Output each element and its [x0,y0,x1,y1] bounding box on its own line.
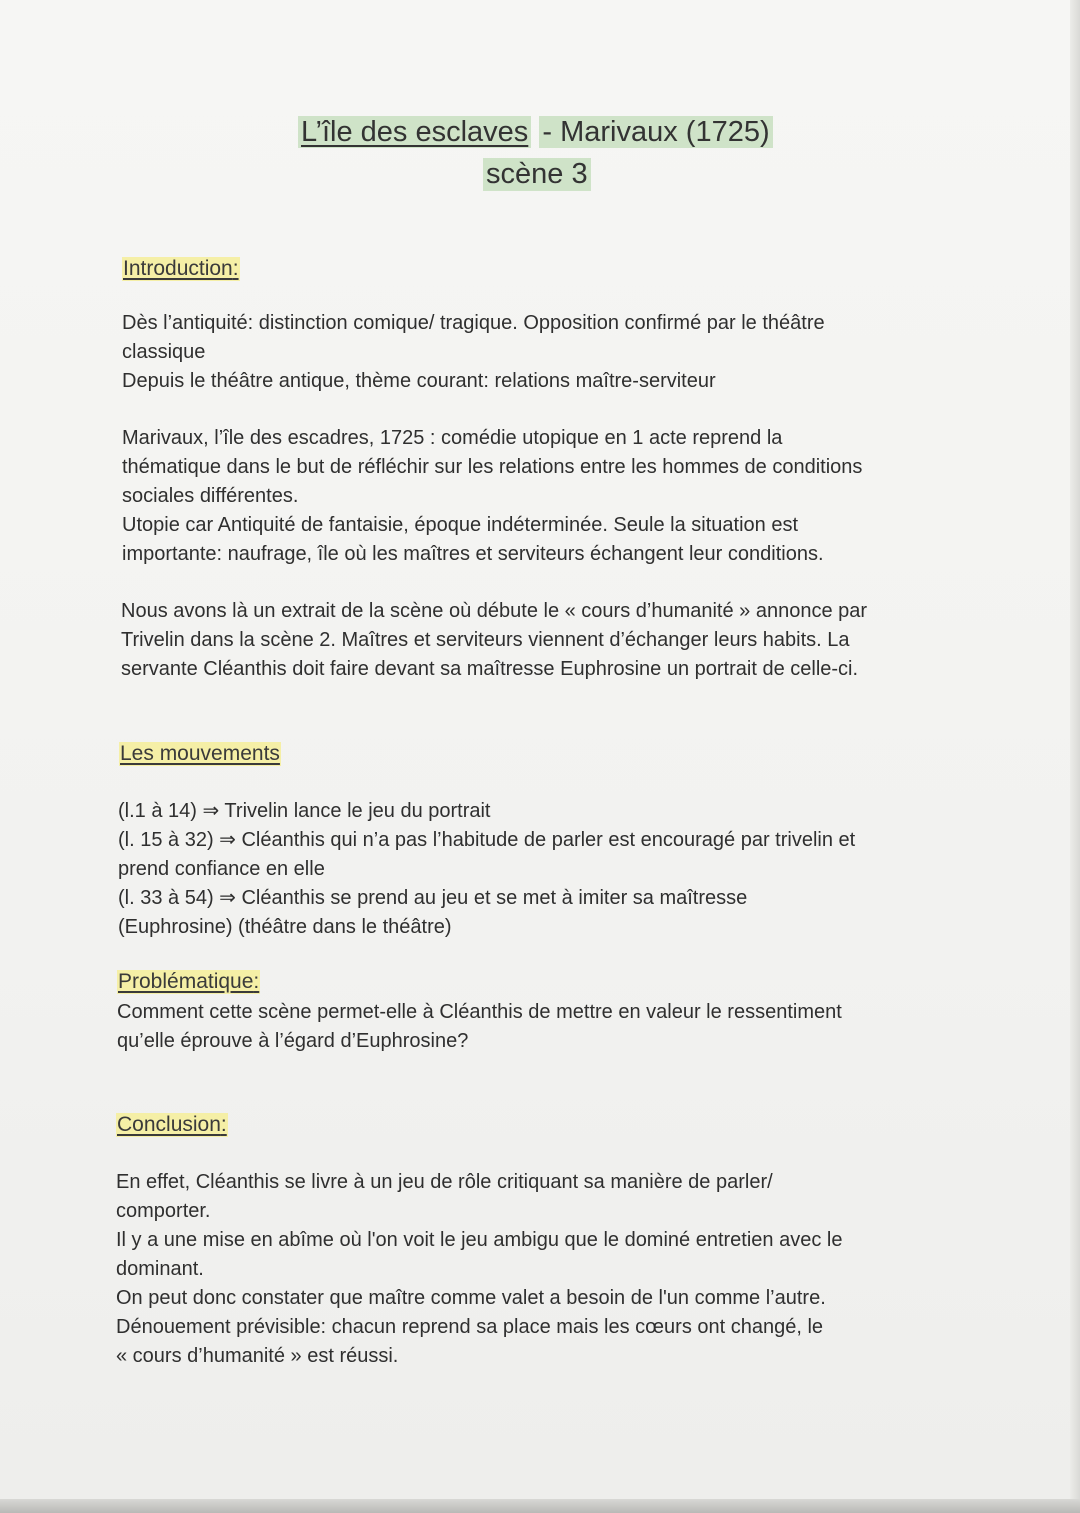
scene-subtitle: scène 3 [483,158,591,191]
text-line: En effet, Cléanthis se livre à un jeu de rôle critiquant sa manière de parler/ [116,1171,773,1193]
introduction-heading-label: Introduction [123,257,233,280]
text-line: servante Cléanthis doit faire devant sa maîtresse Euphrosine un portrait de celle-ci. [121,658,859,680]
document-title [298,116,773,149]
text-line: (Euphrosine) (théâtre dans le théâtre) [118,916,452,938]
text-line: Depuis le théâtre antique, thème courant: relations maître-serviteur [122,370,716,392]
problematique-heading-label: Problématique [118,970,254,993]
text-line: Nous avons là un extrait de la scène où débute le « cours d’humanité » annonce par [121,600,868,622]
introduction-paragraph-1 [122,309,952,396]
text-line: Dénouement prévisible: chacun reprend sa place mais les cœurs ont changé, le [116,1316,824,1338]
mouvements-list [118,797,948,942]
conclusion-heading [116,1113,228,1137]
text-line: Trivelin dans la scène 2. Maîtres et serviteurs viennent d’échanger leurs habits. La [121,629,850,651]
problematique-text [117,998,947,1056]
conclusion-heading-colon: : [220,1113,227,1136]
text-line: On peut donc constater que maître comme valet a besoin de l'un comme l’autre. [116,1287,826,1309]
paper-edge-bottom [0,1499,1080,1513]
text-line: sociales différentes. [122,485,299,507]
text-line: Dès l’antiquité: distinction comique/ tragique. Opposition confirmé par le théâtre [122,312,825,334]
text-line: « cours d’humanité » est réussi. [116,1345,399,1367]
conclusion-text [116,1168,946,1371]
text-line: Utopie car Antiquité de fantaisie, époque indéterminée. Seule la situation est [122,514,798,536]
author-date: - Marivaux (1725) [539,116,772,148]
mouvements-heading: Les mouvements [120,742,280,765]
text-line: (l. 15 à 32) ⇒ Cléanthis qui n’a pas l’habitude de parler est encouragé par trivelin et [118,829,856,851]
text-line: thématique dans le but de réfléchir sur les relations entre les hommes de conditions [122,456,863,478]
problematique-heading [117,970,260,994]
text-line: dominant. [116,1258,204,1280]
text-line: comporter. [116,1200,211,1222]
text-line: Il y a une mise en abîme où l'on voit le jeu ambigu que le dominé entretien avec le [116,1229,843,1251]
introduction-heading-colon: : [232,257,239,280]
introduction-heading [122,257,240,281]
text-line: (l.1 à 14) ⇒ Trivelin lance le jeu du portrait [118,800,491,822]
introduction-paragraph-2 [122,424,952,569]
work-title: L’île des esclaves [298,116,531,148]
problematique-heading-colon: : [253,970,260,993]
text-line: classique [122,341,206,363]
text-line: Comment cette scène permet-elle à Cléanthis de mettre en valeur le ressentiment [117,1001,842,1023]
introduction-paragraph-3 [121,597,951,684]
paper-edge-right [1070,0,1080,1513]
text-line: qu’elle éprouve à l’égard d’Euphrosine? [117,1030,469,1052]
text-line: Marivaux, l’île des escadres, 1725 : comédie utopique en 1 acte reprend la [122,427,783,449]
text-line: prend confiance en elle [118,858,325,880]
text-line: importante: naufrage, île où les maîtres et serviteurs échangent leur conditions. [122,543,824,565]
text-line: (l. 33 à 54) ⇒ Cléanthis se prend au jeu et se met à imiter sa maîtresse [118,887,748,909]
conclusion-heading-label: Conclusion [117,1113,221,1136]
